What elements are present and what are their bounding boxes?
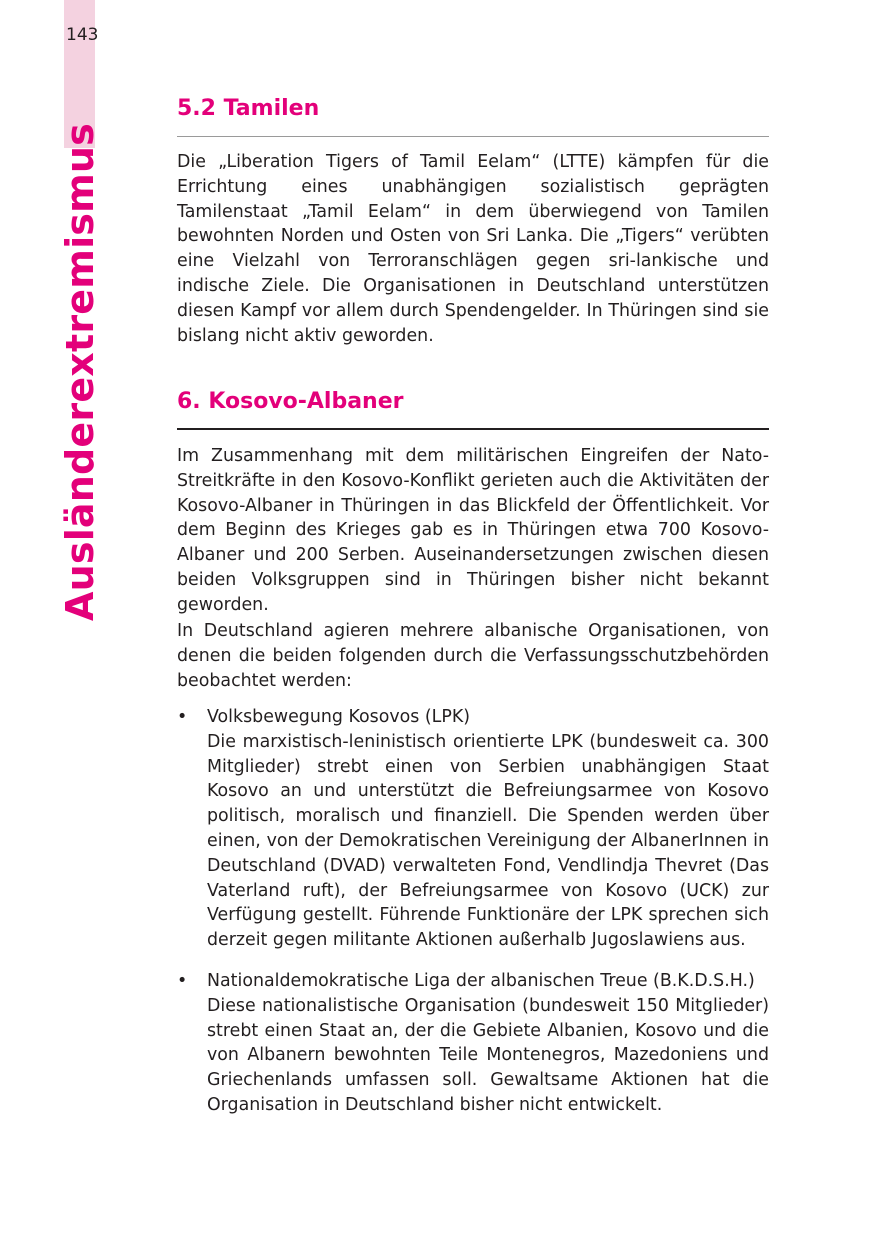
section-heading-kosovo: 6. Kosovo-Albaner <box>177 389 404 414</box>
page-number: 143 <box>66 25 99 45</box>
section-divider-thin <box>177 136 769 137</box>
tamilen-section <box>177 150 769 348</box>
tamilen-paragraph: Die „Liberation Tigers of Tamil Eelam“ (LTTE) kämpfen für die Errichtung eines unabhängigen sozialistisch geprägten Tamilenstaat „Tamil Eelam“ in dem überwiegend von Tamilen bewohnten Norden und Osten von Sri Lanka. Die „Tigers“ verübten eine Vielzahl von Terroranschlägen gegen sri-lankische und indische Ziele. Die Organisationen in Deutschland unterstützen diesen Kampf vor allem durch Spendengelder. In Thüringen sind sie bislang nicht aktiv geworden. <box>177 152 769 346</box>
bullet-icon: • <box>177 707 188 727</box>
kosovo-organisations-intro <box>177 619 769 693</box>
organisation-description: Diese nationalistische Organisation (bundesweit 150 Mitglieder) strebt einen Staat an, der die Gebiete Albanien, Kosovo und die von Albanern bewohnten Teile Montenegros, Mazedoniens und Griechenlands umfassen soll. Gewaltsame Aktionen hat die Organisation in Deutschland bisher nicht entwickelt. <box>207 995 769 1115</box>
organisation-description: Die marxistisch-leninistisch orientierte LPK (bundesweit ca. 300 Mitglieder) strebt einen von Serbien unabhängigen Staat Kosovo an und unterstützt die Befreiungsarmee von Kosovo politisch, moralisch und finanziell. Die Spenden werden über einen, von der Demokratischen Vereinigung der AlbanerInnen in Deutschland (DVAD) verwalteten Fond, Vendlindja Thevret (Das Vaterland ruft), der Befreiungsarmee von Kosovo (UCK) zur Verfügung gestellt. Führende Funktionäre der LPK sprechen sich derzeit gegen militante Aktionen außerhalb Jugoslawiens aus. <box>207 731 769 951</box>
organisation-title: Nationaldemokratische Liga der albanischen Treue (B.K.D.S.H.) <box>207 970 755 991</box>
list-item <box>177 705 769 953</box>
section-heading-tamilen: 5.2 Tamilen <box>177 96 320 121</box>
organisation-list <box>177 705 769 1118</box>
bullet-icon: • <box>177 970 188 991</box>
kosovo-paragraph-1: Im Zusammenhang mit dem militärischen Eingreifen der Nato-Streitkräfte in den Kosovo-Konflikt gerieten auch die Aktivitäten der Kosovo-Albaner in Thüringen in das Blickfeld der Öffentlichkeit. Vor dem Beginn des Krieges gab es in Thüringen etwa 700 Kosovo-Albaner und 200 Serben. Auseinandersetzungen zwischen diesen beiden Volksgruppen sind in Thüringen bisher nicht bekannt geworden. <box>177 446 769 615</box>
list-item <box>177 969 769 1118</box>
section-divider-thick <box>177 428 769 430</box>
chapter-side-title: Ausländerextremismus <box>58 123 102 621</box>
organisation-title: Volksbewegung Kosovos (LPK) <box>207 707 471 727</box>
kosovo-paragraph-2: In Deutschland agieren mehrere albanische Organisationen, von denen die beiden folgenden durch die Verfassungsschutzbehörden beobachtet werden: <box>177 621 769 691</box>
kosovo-intro <box>177 444 769 618</box>
